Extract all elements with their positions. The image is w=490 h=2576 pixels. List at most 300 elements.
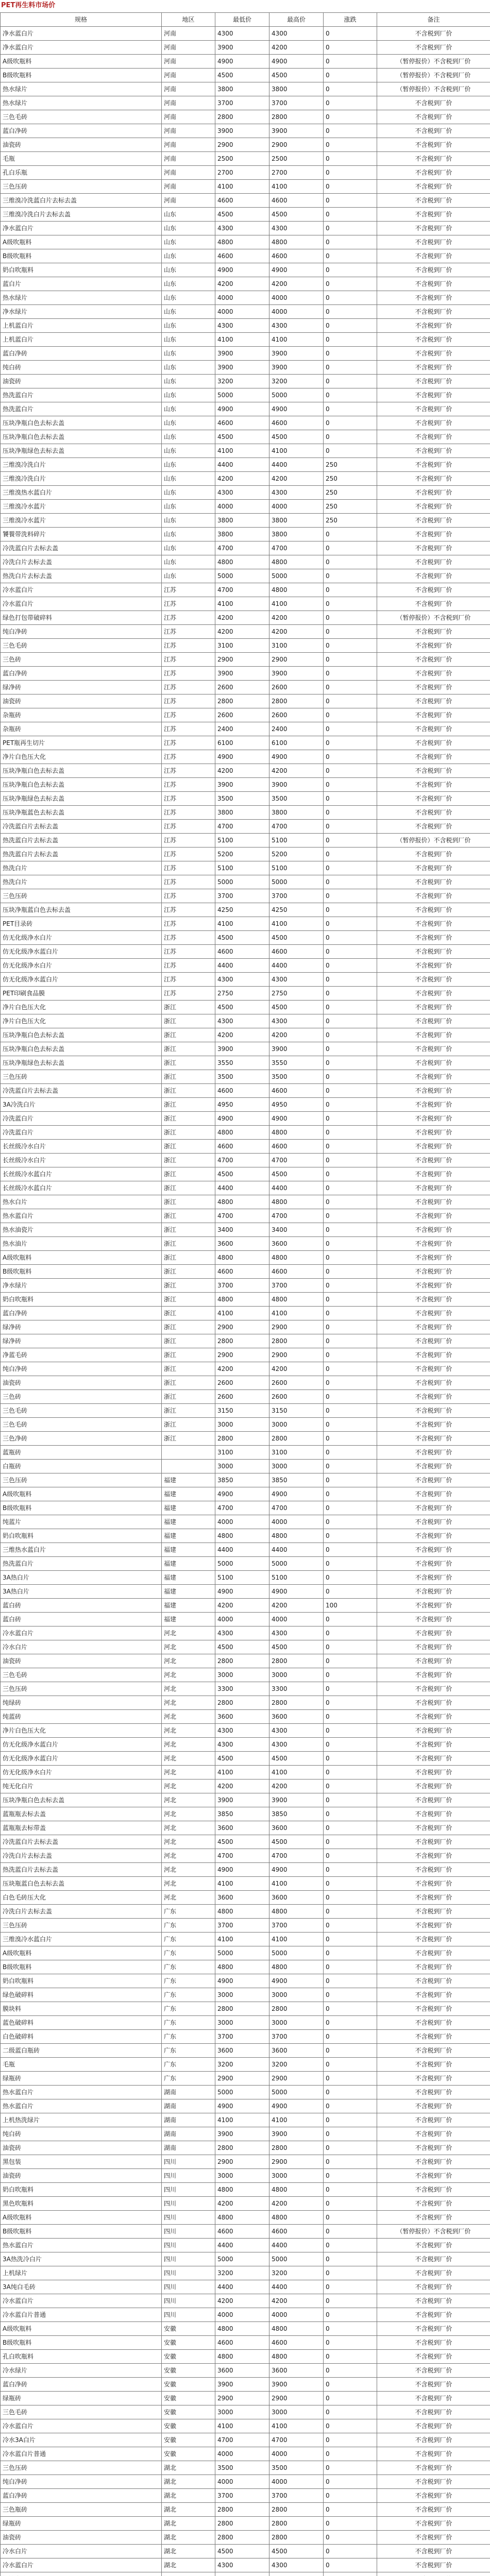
cell-min-price: 4000	[215, 291, 269, 305]
cell-region: 安徽	[162, 2392, 215, 2405]
table-row	[1, 2141, 490, 2155]
cell-region: 河北	[162, 1863, 215, 1877]
cell-change: 0	[324, 681, 377, 694]
cell-region: 浙江	[162, 1320, 215, 1334]
table-row	[1, 1905, 490, 1919]
cell-spec: 热水蓝白片	[1, 2239, 162, 2252]
cell-change: 0	[324, 541, 377, 555]
cell-region: 福建	[162, 1585, 215, 1599]
cell-max-price: 2600	[269, 1376, 324, 1390]
table-row	[1, 2336, 490, 2350]
cell-spec: 冷水蓝白片	[1, 2294, 162, 2308]
cell-min-price: 4900	[215, 1487, 269, 1501]
cell-spec: 三色毛砖	[1, 639, 162, 653]
cell-min-price: 4100	[215, 180, 269, 194]
cell-min-price: 3000	[215, 2169, 269, 2183]
cell-min-price: 4300	[215, 486, 269, 500]
cell-max-price: 4300	[269, 319, 324, 333]
table-row	[1, 2169, 490, 2183]
cell-max-price: 4300	[269, 1014, 324, 1028]
cell-spec: 热水绿片	[1, 291, 162, 305]
cell-region: 湖北	[162, 2558, 215, 2572]
cell-spec: 纯白净砖	[1, 625, 162, 639]
table-row	[1, 1877, 490, 1891]
cell-change: 0	[324, 333, 377, 347]
cell-note: 不含税到厂价	[377, 1891, 490, 1905]
cell-region: 河北	[162, 1877, 215, 1891]
cell-min-price: 4000	[215, 1515, 269, 1529]
cell-note: 不含税到厂价	[377, 1821, 490, 1835]
cell-region: 河北	[162, 1807, 215, 1821]
cell-min-price: 4600	[215, 1265, 269, 1279]
cell-min-price: 4800	[215, 2211, 269, 2225]
cell-max-price: 4800	[269, 2183, 324, 2197]
cell-spec: 油瓷砖	[1, 1654, 162, 1668]
cell-change: 0	[324, 1167, 377, 1181]
cell-max-price: 4950	[269, 1098, 324, 1112]
cell-min-price: 3900	[215, 2378, 269, 2392]
cell-note: 不含税到厂价	[377, 2197, 490, 2211]
cell-min-price: 2800	[215, 2141, 269, 2155]
cell-note: 不含税到厂价	[377, 472, 490, 486]
cell-min-price: 2700	[215, 166, 269, 180]
cell-region: 浙江	[162, 1195, 215, 1209]
cell-max-price: 4900	[269, 2099, 324, 2113]
cell-change: 0	[324, 2127, 377, 2141]
cell-max-price: 4800	[269, 583, 324, 597]
cell-note: 不含税到厂价	[377, 222, 490, 235]
table-row	[1, 597, 490, 611]
cell-min-price: 2500	[215, 152, 269, 166]
cell-spec: 冷水3A白片	[1, 2433, 162, 2447]
cell-note: 不含税到厂价	[377, 806, 490, 820]
table-row	[1, 1028, 490, 1042]
cell-change: 0	[324, 2113, 377, 2127]
cell-spec: 三色毛砖	[1, 2405, 162, 2419]
cell-max-price: 4800	[269, 1529, 324, 1543]
cell-spec: B级吹瓶料	[1, 1265, 162, 1279]
cell-spec: 冷水白片	[1, 1640, 162, 1654]
table-row	[1, 1307, 490, 1320]
cell-region: 河北	[162, 1780, 215, 1793]
cell-max-price: 4100	[269, 2419, 324, 2433]
table-row	[1, 1863, 490, 1877]
cell-spec: PET印刷食品膜	[1, 987, 162, 1001]
cell-max-price: 4000	[269, 291, 324, 305]
cell-region: 河北	[162, 1724, 215, 1738]
cell-spec: A级吹瓶料	[1, 2211, 162, 2225]
cell-change: 0	[324, 1154, 377, 1167]
cell-change: 0	[324, 555, 377, 569]
cell-min-price: 3500	[215, 792, 269, 806]
cell-spec: 三维溴冷洗白片	[1, 472, 162, 486]
table-row	[1, 1362, 490, 1376]
cell-note: 不含税到厂价	[377, 2350, 490, 2364]
cell-spec: 三维溴冷水蓝片	[1, 500, 162, 514]
cell-min-price: 4200	[215, 277, 269, 291]
cell-spec: 油瓷砖	[1, 694, 162, 708]
cell-change: 0	[324, 1571, 377, 1585]
cell-region: 四川	[162, 2155, 215, 2169]
cell-note: 不含税到厂价	[377, 653, 490, 667]
cell-region: 山东	[162, 528, 215, 541]
cell-region: 山东	[162, 569, 215, 583]
cell-note: 不含税到厂价	[377, 1849, 490, 1863]
table-row	[1, 2113, 490, 2127]
cell-region	[162, 1446, 215, 1460]
cell-min-price: 3200	[215, 375, 269, 388]
cell-region: 河北	[162, 1821, 215, 1835]
cell-change: 0	[324, 708, 377, 722]
cell-max-price: 4300	[269, 222, 324, 235]
cell-change: 0	[324, 166, 377, 180]
table-row	[1, 1821, 490, 1835]
cell-note: 不含税到厂价	[377, 486, 490, 500]
cell-note: 不含税到厂价	[377, 1042, 490, 1056]
cell-spec: 3A热白片	[1, 1571, 162, 1585]
cell-spec: 三色压砖	[1, 1682, 162, 1696]
table-row	[1, 2099, 490, 2113]
cell-change: 0	[324, 1668, 377, 1682]
cell-min-price: 4000	[215, 2308, 269, 2322]
cell-region: 四川	[162, 2197, 215, 2211]
table-row	[1, 1223, 490, 1237]
cell-region: 广东	[162, 2058, 215, 2072]
cell-max-price: 3900	[269, 361, 324, 375]
cell-note: 不含税到厂价	[377, 1348, 490, 1362]
cell-change: 0	[324, 1529, 377, 1543]
table-row	[1, 750, 490, 764]
cell-spec: 热洗白片	[1, 875, 162, 889]
cell-note: 不含税到厂价	[377, 1251, 490, 1265]
cell-min-price: 4900	[215, 1112, 269, 1126]
cell-min-price: 3900	[215, 124, 269, 138]
cell-max-price: 3000	[269, 1988, 324, 2002]
cell-max-price: 4200	[269, 2197, 324, 2211]
cell-min-price: 4600	[215, 1084, 269, 1098]
cell-note: 不含税到厂价	[377, 41, 490, 55]
cell-note: 不含税到厂价	[377, 1780, 490, 1793]
table-row	[1, 1960, 490, 1974]
cell-region: 山东	[162, 514, 215, 528]
table-row	[1, 1418, 490, 1432]
cell-note: 不含税到厂价	[377, 1293, 490, 1307]
cell-region: 浙江	[162, 1348, 215, 1362]
cell-note: 不含税到厂价	[377, 1001, 490, 1014]
cell-change: 0	[324, 1738, 377, 1752]
cell-spec: 热洗蓝白片	[1, 388, 162, 402]
cell-region: 江苏	[162, 708, 215, 722]
cell-min-price: 4300	[215, 2558, 269, 2572]
cell-max-price: 4100	[269, 597, 324, 611]
cell-note: 不含税到厂价	[377, 388, 490, 402]
cell-min-price: 3700	[215, 2489, 269, 2503]
cell-change: 0	[324, 1585, 377, 1599]
table-row	[1, 1195, 490, 1209]
cell-max-price: 3300	[269, 1682, 324, 1696]
cell-max-price: 4800	[269, 235, 324, 249]
table-row	[1, 305, 490, 319]
cell-note: 不含税到厂价	[377, 820, 490, 834]
cell-spec: 长丝级冷水白片	[1, 1140, 162, 1154]
table-row	[1, 2072, 490, 2086]
cell-note: 不含税到厂价	[377, 973, 490, 987]
cell-change: 0	[324, 1960, 377, 1974]
cell-max-price: 4500	[269, 1752, 324, 1766]
cell-note: 不含税到厂价	[377, 1140, 490, 1154]
cell-spec: 三色压砖	[1, 1070, 162, 1084]
cell-spec: 热洗白片	[1, 861, 162, 875]
cell-spec: 仿无化级净水白片	[1, 1766, 162, 1780]
cell-spec: 油瓷砖	[1, 2531, 162, 2545]
cell-note: 不含税到厂价	[377, 597, 490, 611]
cell-min-price: 3000	[215, 2016, 269, 2030]
cell-min-price: 3600	[215, 1237, 269, 1251]
cell-max-price: 4100	[269, 180, 324, 194]
cell-change: 0	[324, 2392, 377, 2405]
cell-max-price: 4500	[269, 430, 324, 444]
table-row	[1, 2266, 490, 2280]
cell-spec: 仿无化级净水白片	[1, 959, 162, 973]
cell-note: 不含税到厂价	[377, 1056, 490, 1070]
cell-spec: 黑色吹瓶料	[1, 2197, 162, 2211]
cell-min-price: 4700	[215, 1209, 269, 1223]
cell-region: 河南	[162, 55, 215, 69]
cell-max-price: 4500	[269, 208, 324, 222]
cell-max-price: 3100	[269, 639, 324, 653]
cell-region: 山东	[162, 291, 215, 305]
cell-change: 0	[324, 1056, 377, 1070]
cell-min-price: 4800	[215, 1293, 269, 1307]
cell-note: 不含税到厂价	[377, 583, 490, 597]
cell-note: 不含税到厂价	[377, 1877, 490, 1891]
cell-change: 0	[324, 1821, 377, 1835]
cell-change: 100	[324, 1599, 377, 1613]
cell-region: 四川	[162, 2252, 215, 2266]
cell-note: 不含税到厂价	[377, 1682, 490, 1696]
table-row	[1, 1251, 490, 1265]
cell-change: 0	[324, 1070, 377, 1084]
cell-change: 0	[324, 305, 377, 319]
cell-note: 不含税到厂价	[377, 667, 490, 681]
cell-note: 不含税到厂价	[377, 1724, 490, 1738]
cell-spec: 三色砖	[1, 1390, 162, 1404]
table-row	[1, 1835, 490, 1849]
cell-max-price: 3000	[269, 2405, 324, 2419]
cell-max-price: 2800	[269, 2141, 324, 2155]
table-row	[1, 681, 490, 694]
cell-change	[324, 2572, 377, 2576]
cell-spec: 三维溴冷洗白片去标去盖	[1, 208, 162, 222]
cell-region: 福建	[162, 1473, 215, 1487]
cell-note: 不含税到厂价	[377, 1209, 490, 1223]
table-row	[1, 1001, 490, 1014]
cell-change: 0	[324, 639, 377, 653]
cell-change: 0	[324, 889, 377, 903]
cell-spec: 油瓷砖	[1, 375, 162, 388]
cell-note: 不含税到厂价	[377, 959, 490, 973]
cell-spec: 净片白色压大化	[1, 1001, 162, 1014]
cell-min-price: 2800	[215, 1334, 269, 1348]
table-row	[1, 1696, 490, 1710]
cell-change: 0	[324, 277, 377, 291]
cell-spec: 冷水蓝白片	[1, 1626, 162, 1640]
cell-note: 不含税到厂价	[377, 1696, 490, 1710]
cell-change: 250	[324, 472, 377, 486]
cell-region: 河南	[162, 41, 215, 55]
cell-region: 江苏	[162, 597, 215, 611]
cell-max-price: 5100	[269, 834, 324, 848]
cell-min-price: 3900	[215, 361, 269, 375]
column-header-change: 涨跌	[324, 13, 377, 27]
cell-region: 福建	[162, 1487, 215, 1501]
cell-region: 广东	[162, 1905, 215, 1919]
cell-note: 不含税到厂价	[377, 2141, 490, 2155]
cell-min-price: 4400	[215, 2280, 269, 2294]
cell-note: 不含税到厂价	[377, 2155, 490, 2169]
cell-region: 河南	[162, 152, 215, 166]
cell-note: 不含税到厂价	[377, 458, 490, 472]
cell-min-price: 4900	[215, 1585, 269, 1599]
cell-change: 0	[324, 2239, 377, 2252]
cell-min-price: 3900	[215, 41, 269, 55]
table-row	[1, 1432, 490, 1446]
cell-note: 不含税到厂价	[377, 2531, 490, 2545]
table-row	[1, 2322, 490, 2336]
table-row	[1, 708, 490, 722]
table-row	[1, 1543, 490, 1557]
table-row	[1, 625, 490, 639]
cell-region: 湖南	[162, 2113, 215, 2127]
table-row	[1, 1209, 490, 1223]
table-row	[1, 1404, 490, 1418]
cell-min-price: 3800	[215, 514, 269, 528]
table-row	[1, 69, 490, 82]
table-row	[1, 1487, 490, 1501]
cell-min-price: 4300	[215, 27, 269, 41]
cell-change: 0	[324, 1126, 377, 1140]
cell-spec: 冷洗白片去标去盖	[1, 1849, 162, 1863]
cell-note: 不含税到厂价	[377, 2058, 490, 2072]
cell-change: 250	[324, 514, 377, 528]
table-row	[1, 722, 490, 736]
cell-region: 浙江	[162, 1223, 215, 1237]
table-row	[1, 2030, 490, 2044]
table-row	[1, 2308, 490, 2322]
table-row	[1, 1334, 490, 1348]
column-header-region: 地区	[162, 13, 215, 27]
cell-min-price: 3700	[215, 889, 269, 903]
table-row	[1, 2239, 490, 2252]
cell-max-price: 4300	[269, 1626, 324, 1640]
cell-spec: 上机热洗绿片	[1, 2113, 162, 2127]
cell-region: 江苏	[162, 973, 215, 987]
table-row	[1, 1265, 490, 1279]
cell-change: 0	[324, 1543, 377, 1557]
cell-region: 山东	[162, 486, 215, 500]
table-row	[1, 611, 490, 625]
cell-max-price: 5000	[269, 1557, 324, 1571]
cell-change: 0	[324, 2225, 377, 2239]
cell-region: 浙江	[162, 1112, 215, 1126]
table-row	[1, 917, 490, 931]
cell-change: 0	[324, 2016, 377, 2030]
cell-region: 浙江	[162, 1362, 215, 1376]
cell-note: 不含税到厂价	[377, 514, 490, 528]
table-row	[1, 1571, 490, 1585]
cell-change: 0	[324, 194, 377, 208]
table-row	[1, 41, 490, 55]
table-row	[1, 792, 490, 806]
cell-note: 不含税到厂价	[377, 1529, 490, 1543]
table-row	[1, 1501, 490, 1515]
cell-note: 不含税到厂价	[377, 2002, 490, 2016]
cell-region: 浙江	[162, 1014, 215, 1028]
cell-max-price: 2800	[269, 1654, 324, 1668]
cell-min-price: 2800	[215, 1696, 269, 1710]
cell-change: 0	[324, 1195, 377, 1209]
table-row	[1, 1460, 490, 1473]
cell-note: 不含税到厂价	[377, 1668, 490, 1682]
cell-min-price: 4900	[215, 1863, 269, 1877]
cell-region: 江苏	[162, 750, 215, 764]
cell-min-price: 4200	[215, 472, 269, 486]
cell-change: 0	[324, 2322, 377, 2336]
cell-min-price: 5000	[215, 2086, 269, 2099]
cell-min-price: 4500	[215, 1001, 269, 1014]
cell-note: 不含税到厂价	[377, 291, 490, 305]
cell-spec: 油瓷砖	[1, 138, 162, 152]
cell-note: 不含税到厂价	[377, 2378, 490, 2392]
cell-change: 0	[324, 319, 377, 333]
cell-note: 不含税到厂价	[377, 2113, 490, 2127]
cell-min-price: 5000	[215, 388, 269, 402]
cell-note: （暂停报价）不含税到厂价	[377, 2225, 490, 2239]
cell-change: 0	[324, 1863, 377, 1877]
cell-region: 江苏	[162, 903, 215, 917]
cell-max-price: 2800	[269, 2531, 324, 2545]
cell-max-price: 4400	[269, 458, 324, 472]
cell-note: 不含税到厂价	[377, 2517, 490, 2531]
cell-max-price: 4700	[269, 2433, 324, 2447]
cell-note: （暂停报价）不含税到厂价	[377, 69, 490, 82]
cell-note: 不含税到厂价	[377, 208, 490, 222]
cell-region: 河北	[162, 1752, 215, 1766]
cell-max-price: 4000	[269, 2447, 324, 2461]
cell-note: 不含税到厂价	[377, 2405, 490, 2419]
table-row	[1, 1376, 490, 1390]
cell-region: 湖北	[162, 2545, 215, 2558]
cell-region: 江苏	[162, 959, 215, 973]
cell-spec: 冷水蓝白片	[1, 2558, 162, 2572]
table-row	[1, 1974, 490, 1988]
cell-spec: 绿净砖	[1, 1320, 162, 1334]
cell-min-price: 5100	[215, 861, 269, 875]
table-row	[1, 2058, 490, 2072]
cell-max-price: 4200	[269, 472, 324, 486]
cell-min-price: 2800	[215, 1432, 269, 1446]
cell-max-price: 5100	[269, 1571, 324, 1585]
cell-note: 不含税到厂价	[377, 277, 490, 291]
cell-note: 不含税到厂价	[377, 110, 490, 124]
cell-note: 不含税到厂价	[377, 2364, 490, 2378]
cell-note: 不含税到厂价	[377, 124, 490, 138]
cell-change: 0	[324, 2475, 377, 2489]
cell-max-price: 3200	[269, 2266, 324, 2280]
cell-min-price: 4200	[215, 611, 269, 625]
cell-spec: 三维溴热水蓝白片	[1, 486, 162, 500]
cell-region: 四川	[162, 2308, 215, 2322]
